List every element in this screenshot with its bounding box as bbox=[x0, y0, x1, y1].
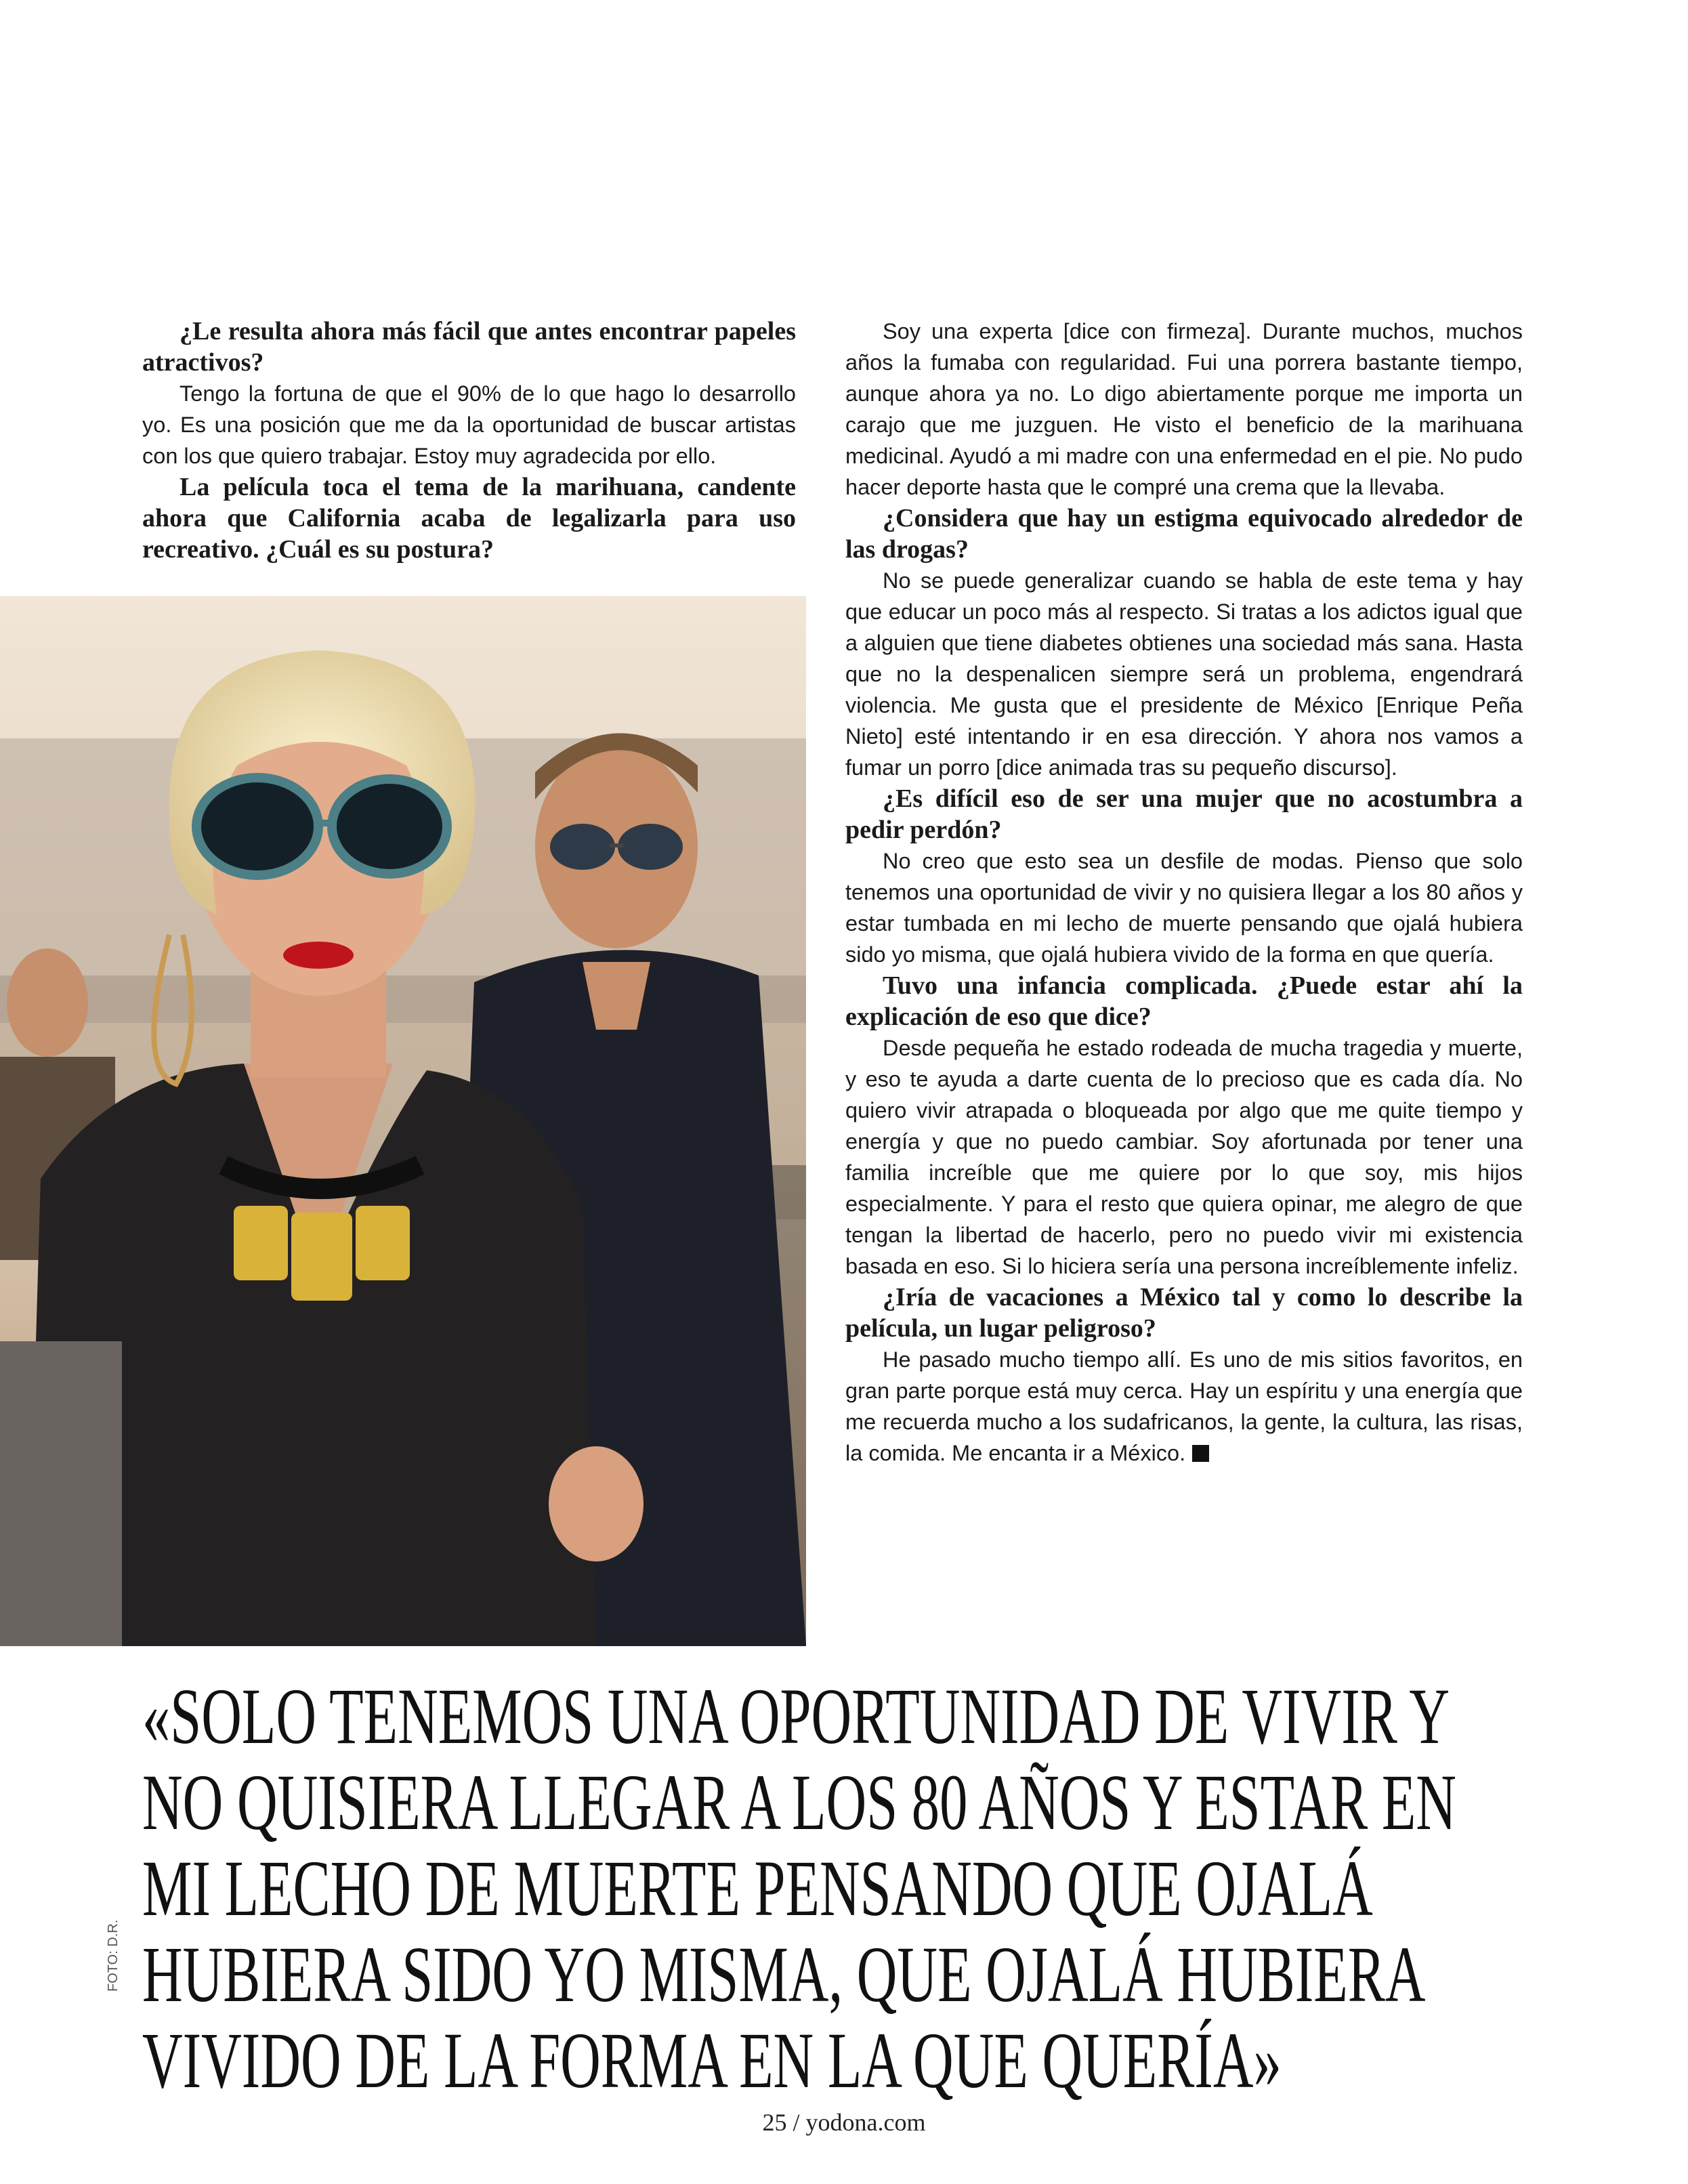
interview-question: ¿Considera que hay un estigma equivocado alrededor de las drogas? bbox=[845, 504, 1523, 564]
end-of-article-mark bbox=[1192, 1445, 1209, 1462]
pull-quote-line: MI LECHO DE MUERTE PENSANDO QUE OJALÁ bbox=[142, 1844, 1373, 1933]
pull-quote-line: «SOLO TENEMOS UNA OPORTUNIDAD DE VIVIR Y bbox=[142, 1672, 1450, 1761]
photo-credit: FOTO: D.R. bbox=[106, 1919, 121, 1992]
right-column bbox=[845, 316, 1523, 1469]
pull-quote-line: NO QUISIERA LLEGAR A LOS 80 AÑOS Y ESTAR EN bbox=[142, 1758, 1456, 1847]
final-answer-text: He pasado mucho tiempo allí. Es uno de mis sitios favoritos, en gran parte porque está muy cerca. Hay un espíritu y una energía que me recuerda mucho a los sudafricanos, la gente, la cultura, las risas, la comida. Me encanta ir a México. bbox=[845, 1347, 1523, 1465]
interview-question: ¿Le resulta ahora más fácil que antes encontrar papeles atractivos? bbox=[142, 317, 796, 377]
interview-question: La película toca el tema de la marihuana, candente ahora que California acaba de legalizarla para uso recreativo. ¿Cuál es su postura? bbox=[142, 473, 796, 564]
page-folio: 25 / yodona.com bbox=[762, 2109, 926, 2136]
left-column bbox=[142, 316, 796, 565]
pull-quote-line: HUBIERA SIDO YO MISMA, QUE OJALÁ HUBIERA bbox=[142, 1930, 1426, 2019]
interview-answer-final bbox=[845, 1344, 1523, 1469]
interview-answer: Desde pequeña he estado rodeada de mucha tragedia y muerte, y eso te ayuda a darte cuenta de lo precioso que es cada día. No quiero vivir atrapada o bloqueada por algo que me quite tiempo y energía y que no puedo cambiar. Soy afortunada por tener una familia increíble que me quiere por lo que soy, mis hijos especialmente. Y para el resto que quiera opinar, me alegro de que tengan la libertad de hacerlo, pero no puedo vivir mi existencia basada en eso. Si lo hiciera sería una persona increíblemente infeliz. bbox=[845, 1036, 1523, 1278]
interview-question: ¿Es difícil eso de ser una mujer que no acostumbra a pedir perdón? bbox=[845, 784, 1523, 844]
interview-answer: Tengo la fortuna de que el 90% de lo que hago lo desarrollo yo. Es una posición que me da la oportunidad de buscar artistas con los que quiero trabajar. Estoy muy agradecida por ello. bbox=[142, 381, 796, 468]
interview-answer: No creo que esto sea un desfile de modas. Pienso que solo tenemos una oportunidad de vivir y no quisiera llegar a los 80 años y estar tumbada en mi lecho de muerte pensando que ojalá hubiera sido yo misma, que ojalá hubiera vivido de la forma en que quería. bbox=[845, 849, 1523, 967]
article-photo bbox=[0, 596, 806, 1646]
pull-quote-line: VIVIDO DE LA FORMA EN LA QUE QUERÍA» bbox=[142, 2016, 1282, 2105]
interview-question: ¿Iría de vacaciones a México tal y como lo describe la película, un lugar peligroso? bbox=[845, 1283, 1523, 1343]
pull-quote bbox=[142, 1672, 1456, 2105]
interview-answer: No se puede generalizar cuando se habla de este tema y hay que educar un poco más al respecto. Si tratas a los adictos igual que a alguien que tiene diabetes obtienes una sociedad más sana. Hasta que no la despenalicen siempre será un problema, engendrará violencia. Me gusta que el presidente de México [Enrique Peña Nieto] esté intentando ir en esa dirección. Y ahora nos vamos a fumar un porro [dice animada tras su pequeño discurso]. bbox=[845, 568, 1523, 780]
interview-answer: Soy una experta [dice con firmeza]. Durante muchos, muchos años la fumaba con regularidad. Fui una porrera bastante tiempo, aunque ahora ya no. Lo digo abiertamente porque me importa un carajo que me juzguen. He visto el beneficio de la marihuana medicinal. Ayudó a mi madre con una enfermedad en el pie. No pudo hacer deporte hasta que le compré una crema que la llevaba. bbox=[845, 319, 1523, 499]
interview-question: Tuvo una infancia complicada. ¿Puede estar ahí la explicación de eso que dice? bbox=[845, 971, 1523, 1031]
